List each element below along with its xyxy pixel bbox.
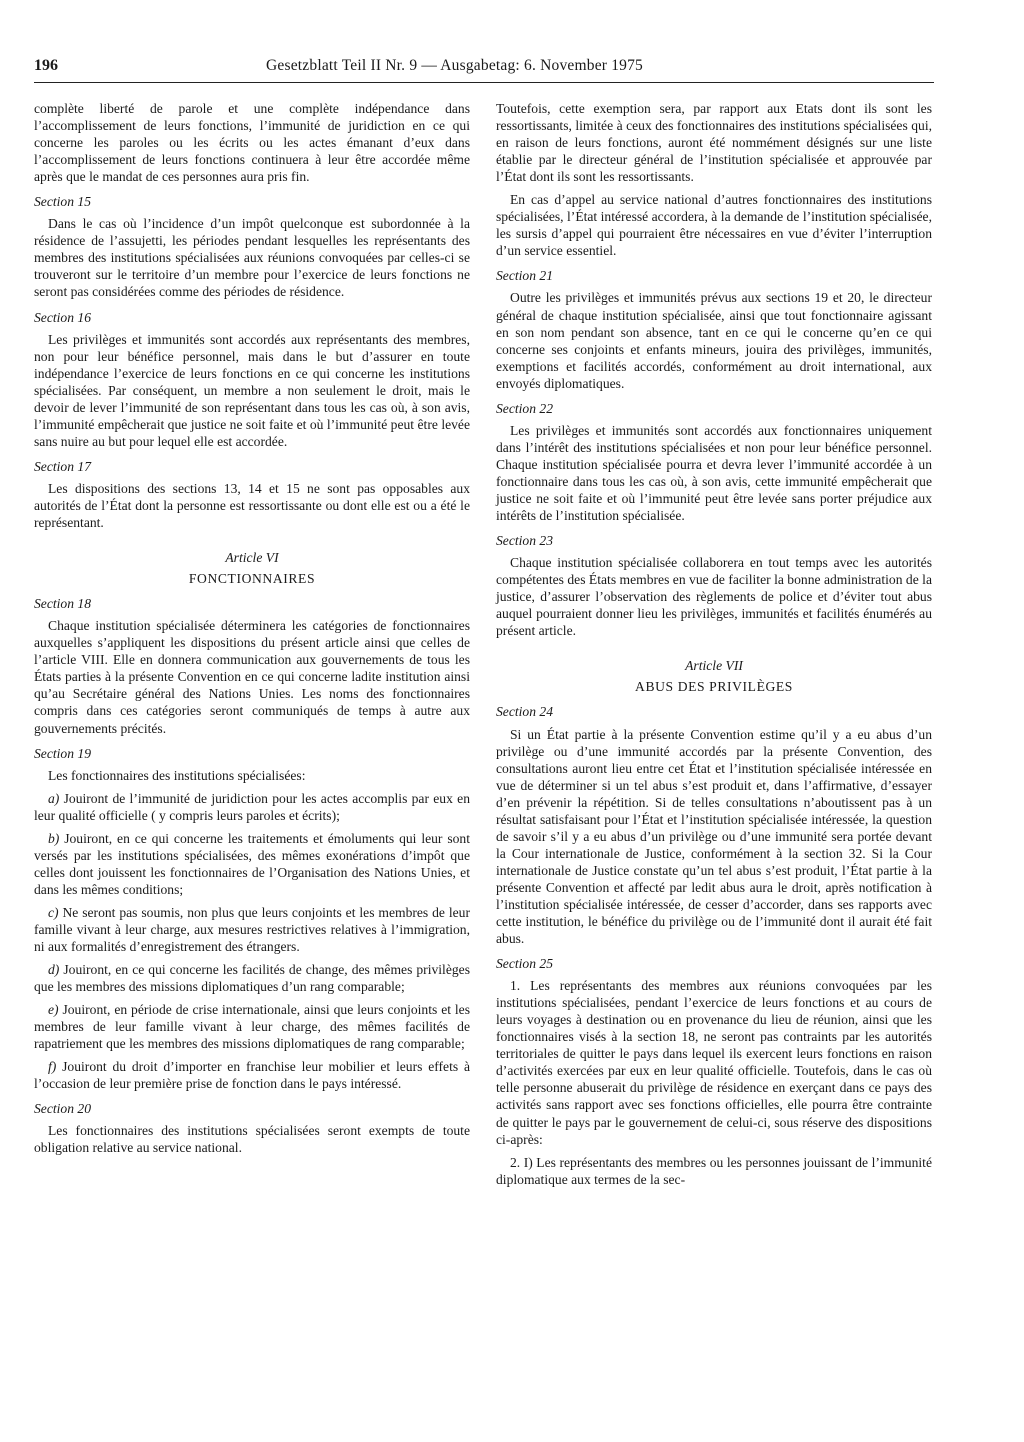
- section-heading-17: Section 17: [34, 458, 92, 474]
- paragraph: Les privilèges et immunités sont accordés aux fonctionnaires uniquement dans l’intérêt des institutions spécialisées et non pour leur bénéfice personnel. Chaque institution spécialisée pourra et devra lever l’immunité accordée à un fonctionnaire dans tous les cas où, à son avis, cette immunité empêcherait que justice ne soit faite et où l’immunité peut être levée sans porter préjudice aux intérêts de l’institution spécialisée.: [496, 422, 932, 524]
- item-text: Jouiront, en période de crise internationale, ainsi que leurs conjoints et les membres de leur famille vivant à leur charge, des mêmes facilités de rapatriement que les membres des missions diplomatiques de rang comparable;: [34, 1002, 470, 1052]
- section-heading-23: Section 23: [496, 533, 554, 549]
- left-column: [34, 100, 470, 1163]
- paragraph: Si un État partie à la présente Convention estime qu’il y a eu abus d’un privilège ou d’une immunité accordés par la présente Convention, des consultations auront lieu entre cet État et l’institution spécialisée intéressée en vue de déterminer si un tel abus s’est produit et, dans l’affirmative, d’essayer d’en prévenir la répétition. Si de telles consultations n’aboutissent pas à un résultat satisfaisant pour l’État et l’institution spécialisée intéressée, la question de savoir s’il y a eu abus d’un privilège ou d’une immunité sera portée devant la Cour internationale de Justice, conformément à la section 32. Si la Cour internationale de Justice constate qu’un tel abus s’est produit, l’État partie à la présente Convention et affecté par ledit abus aura le droit, après notification à l’institution spécialisée intéressée, de cesser d’accorder, dans ses rapports avec cette institution, le bénéfice du privilège ou de l’immunité dont il aurait été fait abus.: [496, 726, 932, 947]
- list-item: [34, 830, 470, 898]
- article-heading-vi: Article VI: [225, 550, 279, 566]
- item-label: f): [48, 1059, 57, 1075]
- item-label: a): [48, 790, 60, 806]
- article-title-vii: ABUS DES PRIVILÈGES: [635, 679, 793, 695]
- section-heading-24: Section 24: [496, 704, 554, 720]
- list-item: [34, 1001, 470, 1052]
- right-column: [496, 100, 932, 1194]
- paragraph: Toutefois, cette exemption sera, par rapport aux Etats dont ils sont les ressortissants, limitée à ceux des fonctionnaires des institutions spécialisées qui, en raison de leurs fonctions, auront été nommément désignés sur une liste établie par le directeur général de l’institution spécialisée et approuvée par l’État dont ils sont les ressortissants.: [496, 101, 932, 185]
- paragraph: Les dispositions des sections 13, 14 et 15 ne sont pas opposables aux autorités de l’État dont la personne est ressortissante ou dont elle est ou a été le représentant.: [34, 480, 470, 531]
- item-label: e): [48, 1002, 59, 1018]
- item-text: Jouiront, en ce qui concerne les facilités de change, des mêmes privilèges que les membres des missions diplomatiques d’un rang comparable;: [34, 962, 470, 995]
- paragraph: Dans le cas où l’incidence d’un impôt quelconque est subordonnée à la résidence de l’assujetti, les périodes pendant lesquelles les représentants des membres des institutions spécialisées aux réunions convoquées par celles-ci se trouveront sur le territoire d’un membre pour l’exercice de leurs fonctions ne seront pas considérées comme des périodes de résidence.: [34, 216, 470, 300]
- paragraph: 2. I) Les représentants des membres ou les personnes jouissant de l’immunité diplomatique aux termes de la sec-: [496, 1154, 932, 1187]
- item-label: d): [48, 962, 60, 978]
- header-rule: [34, 82, 934, 83]
- list-item: [34, 1058, 470, 1092]
- list-item: [34, 904, 470, 955]
- item-text: Ne seront pas soumis, non plus que leurs conjoints et les membres de leur famille vivant à leur charge, aux mesures restrictives relatives à l’immigration, ni aux formalités d’enregistrement des étrangers.: [34, 904, 470, 955]
- paragraph: Chaque institution spécialisée déterminera les catégories de fonctionnaires auxquelles s’appliquent les dispositions du présent article ainsi que celles de l’article VIII. Elle en donnera communication aux gouvernements de tous les États parties à la présente Convention en ce qui concerne ladite institution ainsi qu’au Secrétaire général des Nations Unies. Les noms des fonctionnaires compris dans ces catégories seront communiqués de temps à autre aux gouvernements précités.: [34, 618, 470, 736]
- header-title: Gesetzblatt Teil II Nr. 9 — Ausgabetag: 6. November 1975: [266, 57, 644, 74]
- paragraph: complète liberté de parole et une complète indépendance dans l’accomplissement de leurs fonctions, l’immunité de juridiction en ce qui concerne les paroles ou les écrits ou les actes émanant d’eux dans l’accomplissement de leurs fonctions continuera à leur être accordée même après que le mandat de ces personnes aura pris fin.: [34, 101, 470, 185]
- section-heading-25: Section 25: [496, 956, 554, 972]
- section-heading-20: Section 20: [34, 1101, 92, 1117]
- article-heading-vii: Article VII: [685, 658, 743, 674]
- list-item: [34, 790, 470, 824]
- item-label: b): [48, 830, 60, 846]
- paragraph: Les fonctionnaires des institutions spécialisées seront exempts de toute obligation relative au service national.: [34, 1123, 470, 1156]
- article-title-vi: FONCTIONNAIRES: [188, 571, 316, 587]
- list-item: [34, 961, 470, 995]
- paragraph: Les fonctionnaires des institutions spécialisées:: [48, 767, 306, 783]
- section-heading-21: Section 21: [496, 268, 554, 284]
- section-heading-19: Section 19: [34, 745, 92, 761]
- item-text: Jouiront du droit d’importer en franchise leur mobilier et leurs effets à l’occasion de leur première prise de fonction dans le pays intéressé.: [34, 1059, 470, 1092]
- section-heading-15: Section 15: [34, 194, 92, 210]
- paragraph: En cas d’appel au service national d’autres fonctionnaires des institutions spécialisées, l’État intéressé accordera, à la demande de l’institution spécialisée, les sursis d’appel qui pourraient être nécessaires en vue d’éviter l’interruption d’un service essentiel.: [496, 192, 932, 259]
- paragraph: 1. Les représentants des membres aux réunions convoquées par les institutions spécialisées, pendant l’exercice de leurs fonctions et au cours de leurs voyages à destination ou en provenance du lieu de réunion, ainsi que les fonctionnaires visés à la section 18, ne seront pas contraints par les autorités territoriales de quitter le pays dans lequel ils exercent leurs fonctions en raison d’activités exercées par eux en leur qualité officielle. Toutefois, dans le cas où telle personne abuserait du privilège de résidence en exerçant dans ce pays des activités sans rapport avec ses fonctions officielles, elle pourra être contrainte de quitter le pays par le gouvernement de celui-ci, sous réserve des dispositions ci-après:: [496, 978, 932, 1147]
- running-header: [34, 57, 934, 81]
- item-text: Jouiront, en ce qui concerne les traitements et émoluments qui leur sont versés par les institutions spécialisées, des mêmes exonérations d’impôt que celles dont jouissent les fonctionnaires de l’Organisation des Nations Unies, et dans les mêmes conditions;: [34, 830, 470, 897]
- paragraph: Les privilèges et immunités sont accordés aux représentants des membres, non pour leur bénéfice personnel, mais dans le but d’assurer en toute indépendance l’exercice de leurs fonctions en ce qui concerne les institutions spécialisées. Par conséquent, un membre a non seulement le droit, mais le devoir de lever l’immunité de son représentant dans tous les cas où, à son avis, l’immunité empêcherait que justice ne soit faite et où l’immunité peut être levée sans nuire au but pour lequel elle est accordée.: [34, 331, 470, 449]
- paragraph: Chaque institution spécialisée collaborera en tout temps avec les autorités compétentes des États membres en vue de faciliter la bonne administration de la justice, d’assurer l’observation des règlements de police et d’éviter tout abus auquel pourraient donner lieu les privilèges, immunités et facilités énumérés au présent article.: [496, 555, 932, 639]
- item-text: Jouiront de l’immunité de juridiction pour les actes accomplis par eux en leur qualité officielle ( y compris leurs paroles et écrits);: [34, 790, 470, 823]
- paragraph: Outre les privilèges et immunités prévus aux sections 19 et 20, le directeur général de chaque institution spécialisée, ainsi que tout fonctionnaire agissant en son nom pendant son absence, tant en ce qui le concerne qu’en ce qui concerne ses conjoints et enfants mineurs, jouira des privilèges, immunités, exemptions et facilités accordés, conformément au droit international, aux envoyés diplomatiques.: [496, 290, 932, 391]
- page-number: 196: [34, 57, 58, 74]
- item-label: c): [48, 904, 59, 920]
- section-heading-22: Section 22: [496, 400, 554, 416]
- section-heading-18: Section 18: [34, 596, 92, 612]
- section-heading-16: Section 16: [34, 309, 92, 325]
